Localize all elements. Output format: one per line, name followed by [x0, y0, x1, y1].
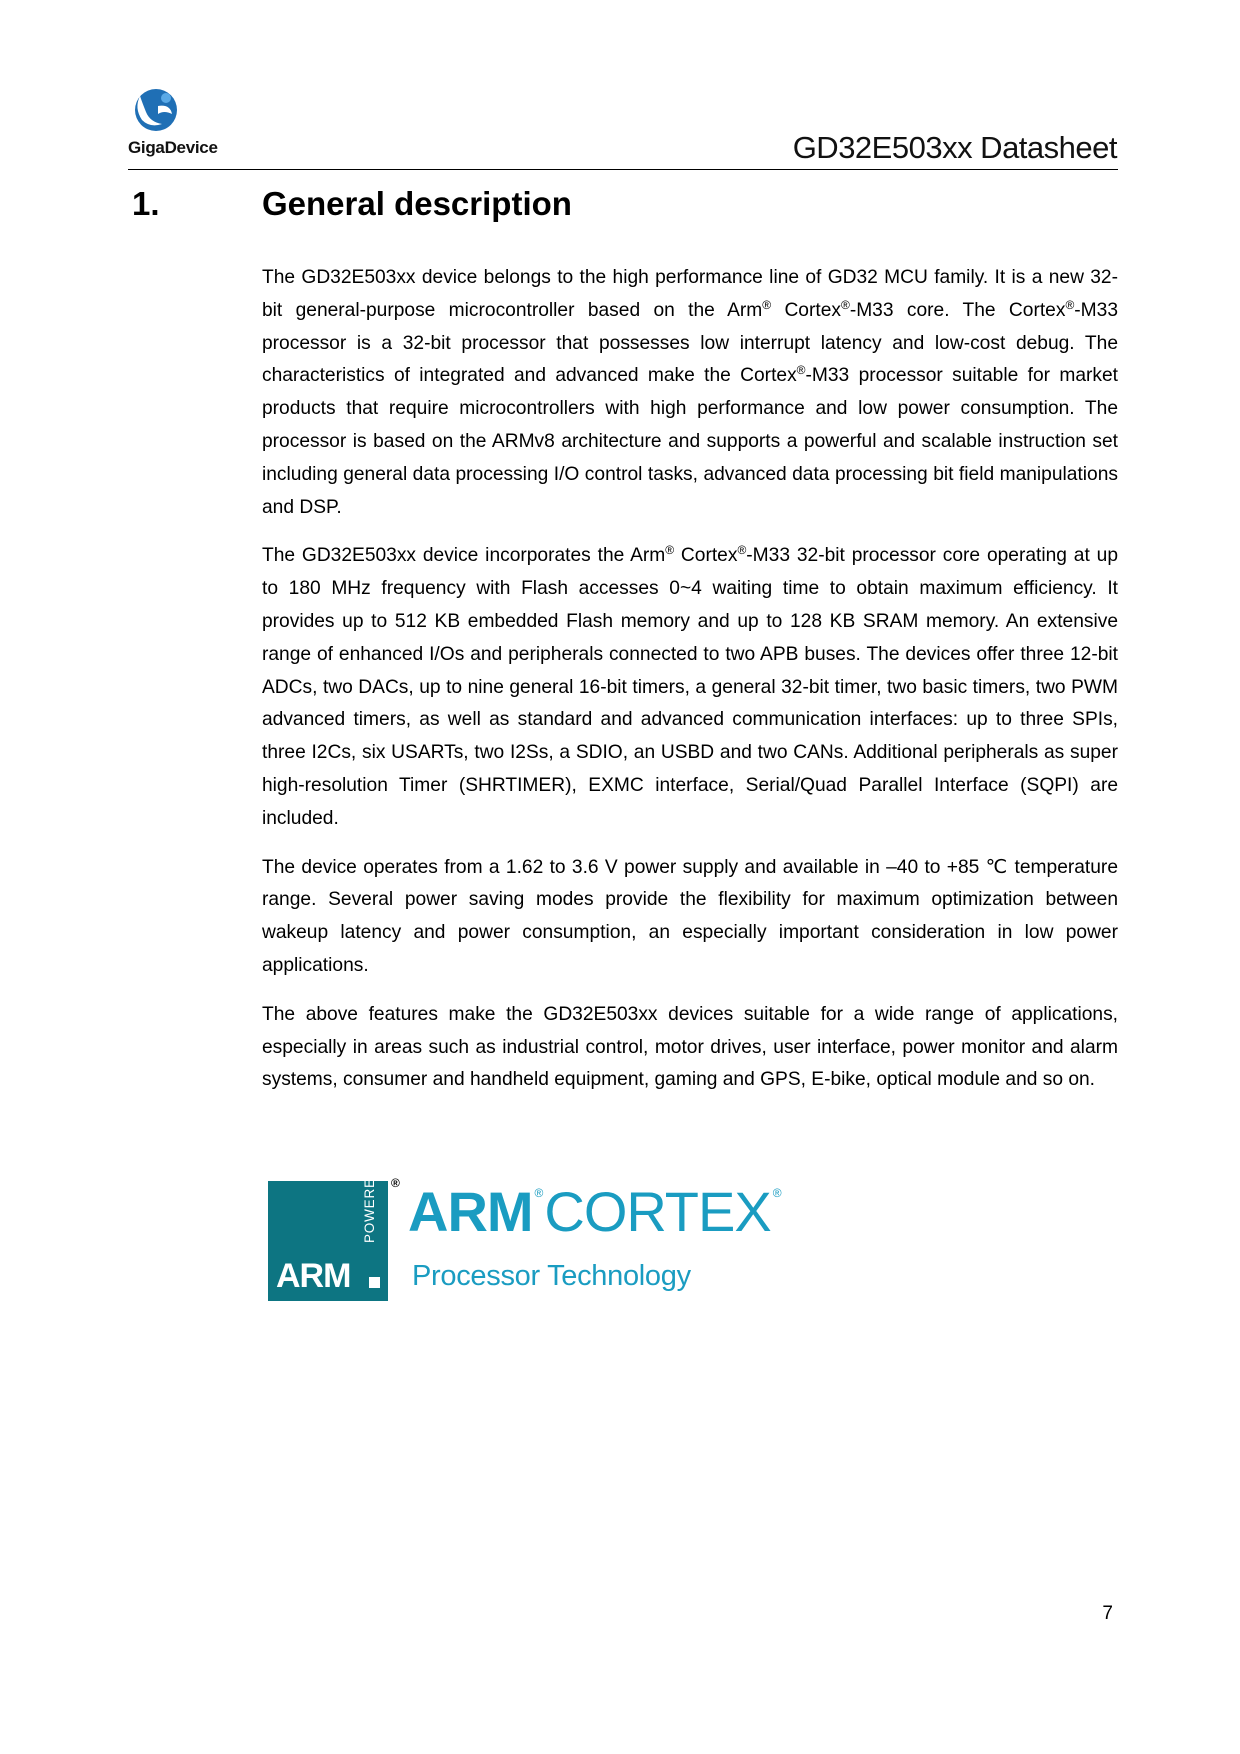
- arm-registered: ®: [534, 1186, 543, 1200]
- body-text: [262, 262, 1118, 1113]
- page-number: 7: [1102, 1603, 1113, 1624]
- document-title: GD32E503xx Datasheet: [792, 130, 1117, 165]
- registered-mark: ®: [391, 1176, 400, 1190]
- cortex-registered: ®: [772, 1186, 781, 1200]
- paragraph-4: The above features make the GD32E503xx devices suitable for a wide range of applications, especially in areas such as industrial control, motor drives, user interface, power monitor and alarm systems, consumer and handheld equipment, gaming and GPS, E-bike, optical module and so on.: [262, 1003, 1118, 1091]
- arm-word: ARM: [408, 1180, 533, 1243]
- paragraph-2: The GD32E503xx device incorporates the Arm® Cortex®-M33 32-bit processor core operating at up to 180 MHz frequency with Flash accesses 0~4 waiting time to obtain maximum efficiency. It provides up to 512 KB embedded Flash memory and up to 128 KB SRAM memory. An extensive range of enhanced I/Os and peripherals connected to two APB buses. The devices offer three 12-bit ADCs, two DACs, up to nine general 16-bit timers, a general 32-bit timer, two basic timers, two PWM advanced timers, as well as standard and advanced communication interfaces: up to three SPIs, three I2Cs, six USARTs, two I2Ss, a SDIO, an USBD and two CANs. Additional peripherals as super high-resolution Timer (SHRTIMER), EXMC interface, Serial/Quad Parallel Interface (SQPI) are included.: [262, 543, 1118, 829]
- gigadevice-logo: [128, 88, 228, 163]
- logo-wordmark: GigaDevice: [128, 138, 218, 157]
- paragraph-3: The device operates from a 1.62 to 3.6 V power supply and available in –40 to +85 ℃ temperature range. Several power saving modes provide the flexibility for maximum optimization between wakeup latency and power consumption, an especially important consideration in low power applications.: [262, 856, 1118, 976]
- cortex-word: CORTEX: [544, 1180, 771, 1243]
- processor-technology-label: Processor Technology: [412, 1260, 691, 1292]
- gigadevice-logo-mark-icon: [128, 88, 184, 136]
- arm-badge-square: [369, 1277, 380, 1288]
- header-divider: [128, 169, 1118, 170]
- arm-cortex-wordmark: [408, 1180, 783, 1243]
- powered-label: POWERED: [362, 1167, 377, 1243]
- paragraph-1: The GD32E503xx device belongs to the high performance line of GD32 MCU family. It is a new 32-bit general-purpose microcontroller based on the Arm® Cortex®-M33 core. The Cortex®-M33 processor is a 32-bit processor that possesses low interrupt latency and low-cost debug. The characteristics of integrated and advanced make the Cortex®-M33 processor suitable for market products that require microcontrollers with high performance and low power consumption. The processor is based on the ARMv8 architecture and supports a powerful and scalable instruction set including general data processing I/O control tasks, advanced data processing bit field manipulations and DSP.: [262, 267, 1118, 518]
- section-number: 1.: [132, 185, 160, 222]
- arm-badge-wordmark: ARM: [276, 1257, 351, 1295]
- section-title: General description: [262, 185, 572, 222]
- arm-powered-badge: [268, 1167, 388, 1301]
